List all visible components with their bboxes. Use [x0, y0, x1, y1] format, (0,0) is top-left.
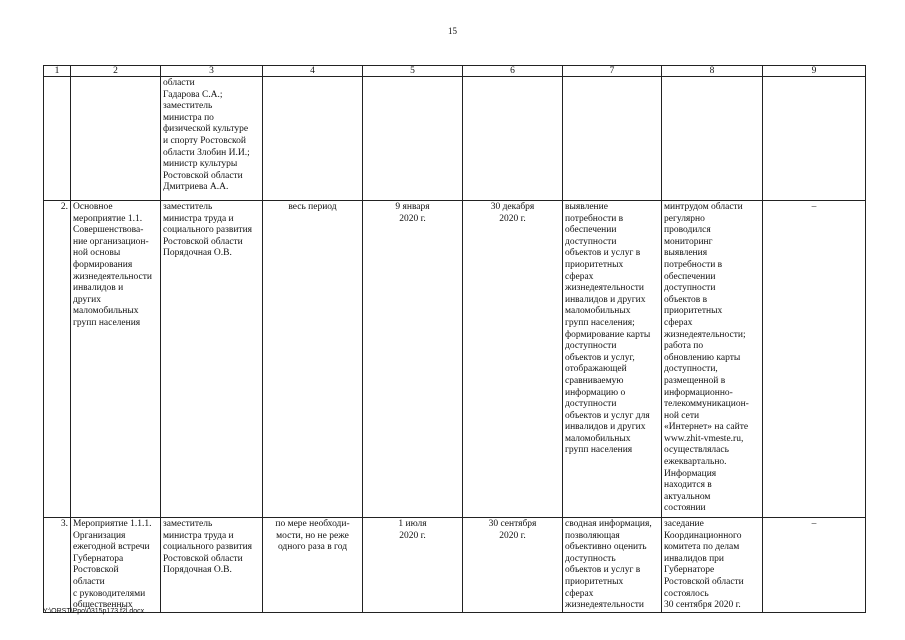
actual-status: заседание Координационного комитета по делам инвалидов при Губернаторе Ростовской области состоялось 30 сентября 2020 г.: [662, 518, 763, 613]
activity-name: Основное мероприятие 1.1. Совершенствова- ние организацион- ной основы формирования жизнедеятельности инвалидов и других маломобильных групп населения: [71, 201, 161, 518]
column-header: 8: [662, 66, 763, 77]
implementation-period: [263, 77, 363, 201]
column-header: 6: [463, 66, 563, 77]
table-row: [44, 518, 866, 613]
actual-status: минтрудом области регулярно проводился мониторинг выявления потребности в обеспечении доступности объектов в приоритетных сферах жизнедеятельности; работа по обновлению карты доступности, размещенной в информационно- телекоммуникацион- ной сети «Интернет» на сайте www.zhit-vmeste.ru, осуществлялась ежеквартально. Информация находится в актуальном состоянии: [662, 201, 763, 518]
column-header: 2: [71, 66, 161, 77]
actual-status: [662, 77, 763, 201]
file-path-footer: Y:\ORST\Ppo\0315p173.f2l.docx: [43, 608, 145, 615]
start-date: [363, 77, 463, 201]
end-date: 30 декабря 2020 г.: [463, 201, 563, 518]
note: [763, 77, 866, 201]
end-date: [463, 77, 563, 201]
column-header: 4: [263, 66, 363, 77]
activity-name: Мероприятие 1.1.1. Организация ежегодной встречи Губернатора Ростовской области с руководителями общественных: [71, 518, 161, 613]
column-header: 9: [763, 66, 866, 77]
implementation-period: по мере необходи- мости, но не реже одного раза в год: [263, 518, 363, 613]
executor: заместитель министра труда и социального развития Ростовской области Порядочная О.В.: [161, 518, 263, 613]
executor: заместитель министра труда и социального развития Ростовской области Порядочная О.В.: [161, 201, 263, 518]
note: –: [763, 518, 866, 613]
activity-name: [71, 77, 161, 201]
table-row: [44, 201, 866, 518]
start-date: 9 января 2020 г.: [363, 201, 463, 518]
table-row: [44, 77, 866, 201]
expected-result: [563, 77, 662, 201]
expected-result: сводная информация, позволяющая объективно оценить доступность объектов и услуг в приоритетных сферах жизнедеятельности: [563, 518, 662, 613]
column-header: 3: [161, 66, 263, 77]
column-header: 7: [563, 66, 662, 77]
row-number: 3.: [44, 518, 71, 613]
row-number: [44, 77, 71, 201]
implementation-period: весь период: [263, 201, 363, 518]
note: –: [763, 201, 866, 518]
page-number: 15: [448, 26, 457, 36]
expected-result: выявление потребности в обеспечении доступности объектов и услуг в приоритетных сферах жизнедеятельности инвалидов и других маломобильных групп населения; формирование карты доступности объектов и услуг, отображающей сравниваемую информацию о доступности объектов и услуг для инвалидов и других маломобильных групп населения: [563, 201, 662, 518]
column-header: 5: [363, 66, 463, 77]
column-number-row: [44, 66, 866, 77]
row-number: 2.: [44, 201, 71, 518]
executor: области Гадарова С.А.; заместитель министра по физической культуре и спорту Ростовской области Злобин И.И.; министр культуры Ростовской области Дмитриева А.А.: [161, 77, 263, 201]
end-date: 30 сентября 2020 г.: [463, 518, 563, 613]
column-header: 1: [44, 66, 71, 77]
report-table: [43, 65, 866, 613]
start-date: 1 июля 2020 г.: [363, 518, 463, 613]
